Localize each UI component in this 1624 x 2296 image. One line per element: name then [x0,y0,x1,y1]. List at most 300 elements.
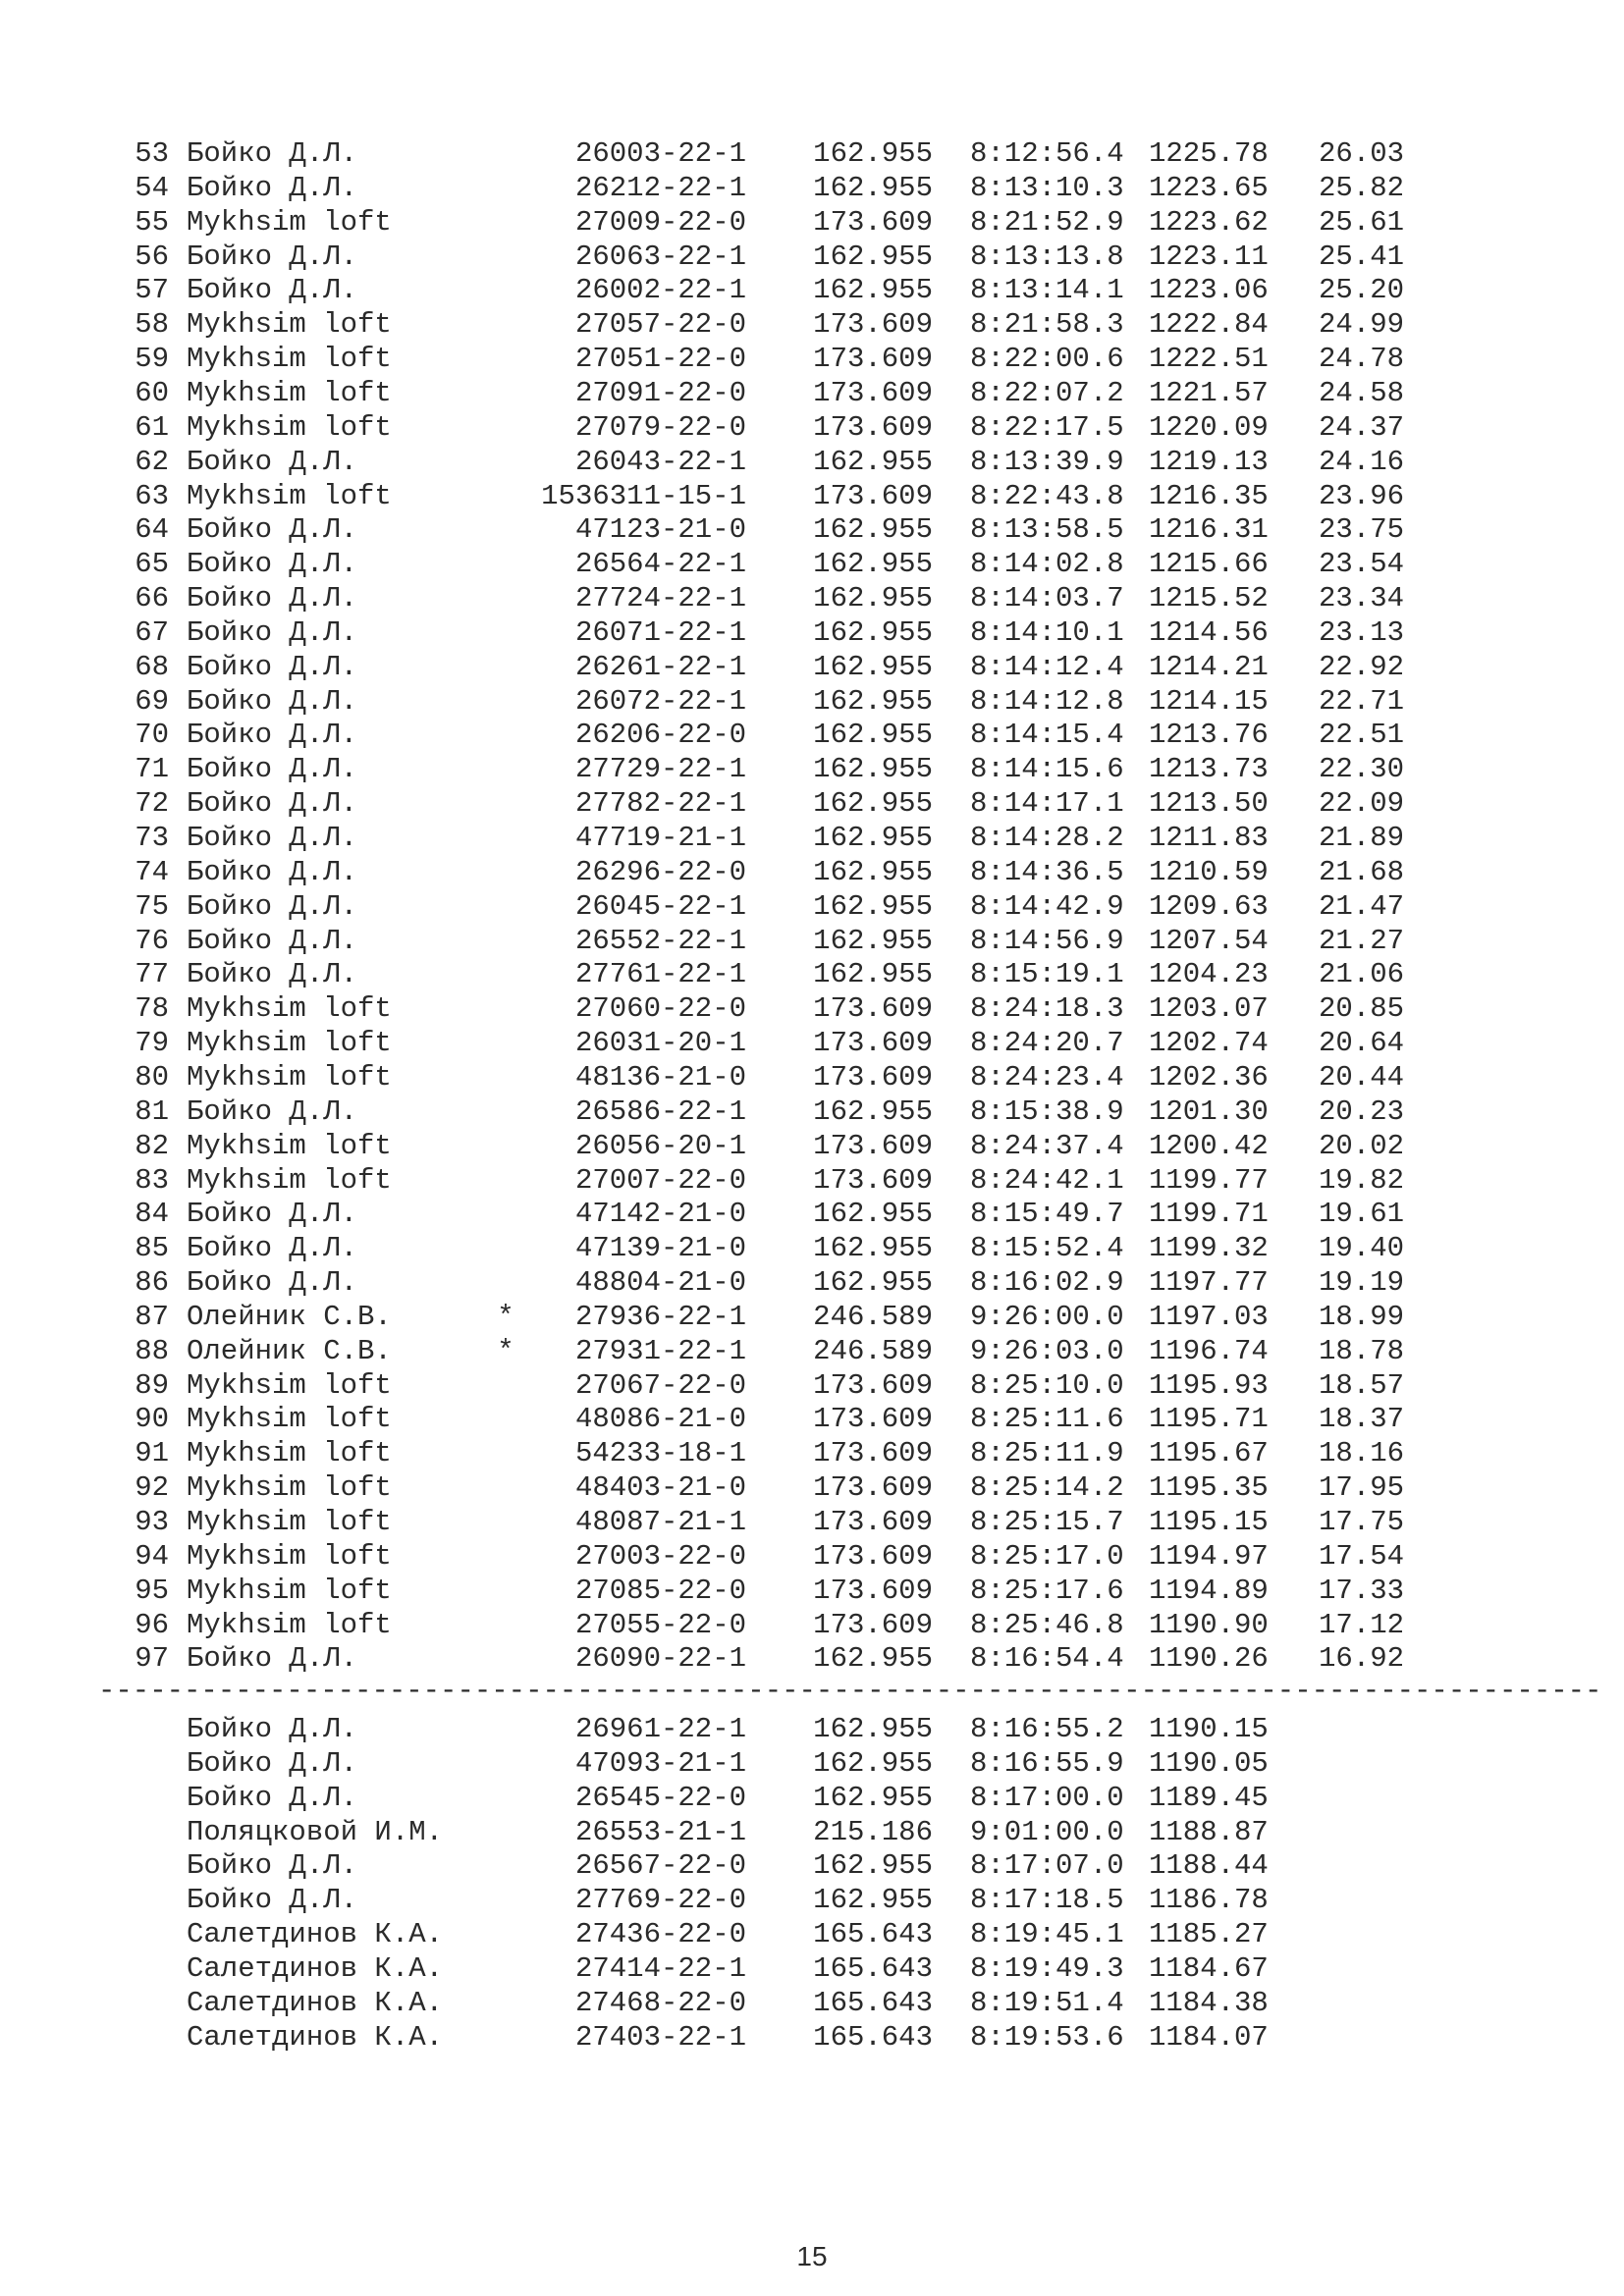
ring-number-cell: 26002-22-1 [574,274,746,307]
distance-cell: 162.955 [813,787,933,821]
ring-number-cell: 27003-22-0 [574,1539,746,1573]
speed-cell: 1194.89 [1149,1574,1269,1607]
speed-cell: 1196.74 [1149,1334,1269,1367]
points-cell: 19.40 [1318,1232,1404,1265]
distance-cell: 162.955 [813,274,933,307]
section-divider: ---------------------------------------------------------------------------------------- [98,1675,1602,1707]
ring-number-cell: 27085-22-0 [574,1574,746,1607]
rank-cell: 96 [135,1608,169,1641]
speed-cell: 1195.67 [1149,1437,1269,1470]
speed-cell: 1213.76 [1149,719,1269,752]
asterisk-mark: * [497,1334,514,1367]
speed-cell: 1207.54 [1149,924,1269,957]
points-cell: 22.09 [1318,787,1404,821]
fancier-name-cell: Бойко Д.Л. [187,1746,358,1780]
points-cell: 16.92 [1318,1642,1404,1676]
arrival-time-cell: 8:25:15.7 [970,1506,1124,1538]
rank-cell: 67 [135,615,169,649]
ring-number-cell: 26056-20-1 [574,1129,746,1162]
fancier-name-cell: Mykhsim loft [187,1027,392,1060]
arrival-time-cell: 8:25:11.6 [970,1403,1124,1436]
ring-number-cell: 26296-22-0 [574,855,746,888]
speed-cell: 1223.06 [1149,274,1269,307]
distance-cell: 162.955 [813,719,933,752]
distance-cell: 173.609 [813,410,933,444]
points-cell: 22.51 [1318,719,1404,752]
rank-cell: 78 [135,992,169,1026]
distance-cell: 165.643 [813,1951,933,1985]
arrival-time-cell: 8:13:13.8 [970,240,1124,273]
rank-cell: 87 [135,1300,169,1333]
ring-number-cell: 47142-21-0 [574,1198,746,1231]
arrival-time-cell: 8:22:43.8 [970,479,1124,512]
speed-cell: 1216.31 [1149,513,1269,547]
distance-cell: 162.955 [813,1095,933,1128]
rank-cell: 68 [135,650,169,683]
points-cell: 21.47 [1318,889,1404,923]
ring-number-cell: 47123-21-0 [574,513,746,547]
rank-cell: 92 [135,1471,169,1505]
speed-cell: 1195.35 [1149,1471,1269,1505]
distance-cell: 162.955 [813,513,933,547]
fancier-name-cell: Салетдинов К.А. [187,1951,444,1985]
arrival-time-cell: 8:17:18.5 [970,1884,1124,1917]
rank-cell: 80 [135,1060,169,1094]
fancier-name-cell: Бойко Д.Л. [187,615,358,649]
distance-cell: 162.955 [813,889,933,923]
speed-cell: 1225.78 [1149,137,1269,170]
rank-cell: 94 [135,1539,169,1573]
speed-cell: 1184.38 [1149,1986,1269,2019]
points-cell: 17.33 [1318,1574,1404,1607]
fancier-name-cell: Бойко Д.Л. [187,958,358,991]
distance-cell: 173.609 [813,1437,933,1470]
ring-number-cell: 26553-21-1 [574,1815,746,1848]
fancier-name-cell: Салетдинов К.А. [187,1918,444,1951]
rank-cell: 88 [135,1334,169,1367]
distance-cell: 215.186 [813,1815,933,1848]
arrival-time-cell: 8:15:49.7 [970,1198,1124,1231]
rank-cell: 95 [135,1574,169,1607]
rank-cell: 64 [135,513,169,547]
speed-cell: 1190.15 [1149,1713,1269,1745]
fancier-name-cell: Mykhsim loft [187,410,392,444]
points-cell: 17.95 [1318,1471,1404,1505]
ring-number-cell: 27729-22-1 [574,753,746,786]
ring-number-cell: 48804-21-0 [574,1266,746,1300]
distance-cell: 173.609 [813,343,933,376]
ring-number-cell: 27468-22-0 [574,1986,746,2019]
distance-cell: 173.609 [813,1471,933,1505]
fancier-name-cell: Бойко Д.Л. [187,1849,358,1883]
rank-cell: 75 [135,889,169,923]
arrival-time-cell: 8:14:12.8 [970,684,1124,718]
ring-number-cell: 26552-22-1 [574,924,746,957]
points-cell: 22.92 [1318,650,1404,683]
ring-number-cell: 48403-21-0 [574,1471,746,1505]
fancier-name-cell: Бойко Д.Л. [187,171,358,204]
points-cell: 25.61 [1318,205,1404,239]
ring-number-cell: 54233-18-1 [574,1437,746,1470]
ring-number-cell: 26206-22-0 [574,719,746,752]
points-cell: 20.64 [1318,1027,1404,1060]
speed-cell: 1214.56 [1149,615,1269,649]
ring-number-cell: 26090-22-1 [574,1642,746,1676]
speed-cell: 1215.66 [1149,548,1269,581]
rank-cell: 97 [135,1642,169,1676]
points-cell: 21.89 [1318,822,1404,854]
fancier-name-cell: Бойко Д.Л. [187,137,358,170]
fancier-name-cell: Бойко Д.Л. [187,1095,358,1128]
fancier-name-cell: Бойко Д.Л. [187,1781,358,1814]
distance-cell: 173.609 [813,308,933,342]
speed-cell: 1219.13 [1149,445,1269,478]
fancier-name-cell: Mykhsim loft [187,205,392,239]
fancier-name-cell: Mykhsim loft [187,1471,392,1505]
fancier-name-cell: Олейник С.В. [187,1300,392,1333]
fancier-name-cell: Mykhsim loft [187,376,392,409]
distance-cell: 162.955 [813,822,933,854]
fancier-name-cell: Бойко Д.Л. [187,1884,358,1917]
points-cell: 21.27 [1318,924,1404,957]
speed-cell: 1204.23 [1149,958,1269,991]
ring-number-cell: 47719-21-1 [574,822,746,854]
fancier-name-cell: Mykhsim loft [187,1574,392,1607]
arrival-time-cell: 8:24:18.3 [970,992,1124,1026]
ring-number-cell: 27724-22-1 [574,582,746,615]
speed-cell: 1197.77 [1149,1266,1269,1300]
rank-cell: 83 [135,1163,169,1197]
points-cell: 19.61 [1318,1198,1404,1231]
arrival-time-cell: 8:25:17.6 [970,1574,1124,1607]
rank-cell: 73 [135,822,169,854]
rank-cell: 61 [135,410,169,444]
rank-cell: 91 [135,1437,169,1470]
points-cell: 19.82 [1318,1163,1404,1197]
arrival-time-cell: 8:24:20.7 [970,1027,1124,1060]
speed-cell: 1194.97 [1149,1539,1269,1573]
speed-cell: 1185.27 [1149,1918,1269,1951]
arrival-time-cell: 8:14:10.1 [970,615,1124,649]
arrival-time-cell: 8:21:58.3 [970,308,1124,342]
points-cell: 21.68 [1318,855,1404,888]
distance-cell: 162.955 [813,240,933,273]
rank-cell: 76 [135,924,169,957]
speed-cell: 1213.73 [1149,753,1269,786]
speed-cell: 1200.42 [1149,1129,1269,1162]
points-cell: 20.44 [1318,1060,1404,1094]
speed-cell: 1199.71 [1149,1198,1269,1231]
ring-number-cell: 27091-22-0 [574,376,746,409]
rank-cell: 90 [135,1403,169,1436]
speed-cell: 1190.26 [1149,1642,1269,1676]
arrival-time-cell: 8:14:17.1 [970,787,1124,821]
distance-cell: 173.609 [813,1163,933,1197]
points-cell: 21.06 [1318,958,1404,991]
points-cell: 23.54 [1318,548,1404,581]
speed-cell: 1189.45 [1149,1781,1269,1814]
points-cell: 22.71 [1318,684,1404,718]
ring-number-cell: 26043-22-1 [574,445,746,478]
arrival-time-cell: 8:13:14.1 [970,274,1124,307]
rank-cell: 56 [135,240,169,273]
rank-cell: 84 [135,1198,169,1231]
speed-cell: 1195.93 [1149,1368,1269,1402]
distance-cell: 173.609 [813,1368,933,1402]
ring-number-cell: 26567-22-0 [574,1849,746,1883]
ring-number-cell: 27007-22-0 [574,1163,746,1197]
speed-cell: 1223.65 [1149,171,1269,204]
fancier-name-cell: Салетдинов К.А. [187,2020,444,2054]
distance-cell: 162.955 [813,171,933,204]
rank-cell: 82 [135,1129,169,1162]
arrival-time-cell: 8:21:52.9 [970,205,1124,239]
distance-cell: 162.955 [813,753,933,786]
speed-cell: 1213.50 [1149,787,1269,821]
fancier-name-cell: Бойко Д.Л. [187,855,358,888]
rank-cell: 71 [135,753,169,786]
distance-cell: 162.955 [813,548,933,581]
fancier-name-cell: Бойко Д.Л. [187,889,358,923]
fancier-name-cell: Бойко Д.Л. [187,787,358,821]
speed-cell: 1202.36 [1149,1060,1269,1094]
arrival-time-cell: 9:26:03.0 [970,1334,1124,1367]
distance-cell: 165.643 [813,2020,933,2054]
distance-cell: 162.955 [813,924,933,957]
arrival-time-cell: 8:13:58.5 [970,513,1124,547]
rank-cell: 65 [135,548,169,581]
fancier-name-cell: Mykhsim loft [187,343,392,376]
distance-cell: 162.955 [813,615,933,649]
speed-cell: 1214.21 [1149,650,1269,683]
fancier-name-cell: Бойко Д.Л. [187,582,358,615]
arrival-time-cell: 9:26:00.0 [970,1300,1124,1333]
distance-cell: 162.955 [813,1232,933,1265]
fancier-name-cell: Mykhsim loft [187,1608,392,1641]
distance-cell: 162.955 [813,855,933,888]
ring-number-cell: 26071-22-1 [574,615,746,649]
ring-number-cell: 1536311-15-1 [541,479,746,512]
points-cell: 17.75 [1318,1506,1404,1538]
points-cell: 19.19 [1318,1266,1404,1300]
speed-cell: 1210.59 [1149,855,1269,888]
fancier-name-cell: Бойко Д.Л. [187,1232,358,1265]
points-cell: 20.23 [1318,1095,1404,1128]
arrival-time-cell: 8:25:17.0 [970,1539,1124,1573]
arrival-time-cell: 8:15:52.4 [970,1232,1124,1265]
arrival-time-cell: 8:22:17.5 [970,410,1124,444]
ring-number-cell: 26261-22-1 [574,650,746,683]
fancier-name-cell: Поляцковой И.М. [187,1815,444,1848]
ring-number-cell: 27436-22-0 [574,1918,746,1951]
arrival-time-cell: 8:14:15.4 [970,719,1124,752]
distance-cell: 162.955 [813,684,933,718]
fancier-name-cell: Бойко Д.Л. [187,822,358,854]
arrival-time-cell: 8:24:42.1 [970,1163,1124,1197]
distance-cell: 162.955 [813,1642,933,1676]
ring-number-cell: 47139-21-0 [574,1232,746,1265]
points-cell: 23.96 [1318,479,1404,512]
speed-cell: 1201.30 [1149,1095,1269,1128]
fancier-name-cell: Mykhsim loft [187,1060,392,1094]
speed-cell: 1199.32 [1149,1232,1269,1265]
points-cell: 18.99 [1318,1300,1404,1333]
fancier-name-cell: Бойко Д.Л. [187,445,358,478]
distance-cell: 173.609 [813,992,933,1026]
ring-number-cell: 27936-22-1 [574,1300,746,1333]
arrival-time-cell: 8:22:07.2 [970,376,1124,409]
points-cell: 25.20 [1318,274,1404,307]
speed-cell: 1184.07 [1149,2020,1269,2054]
distance-cell: 246.589 [813,1334,933,1367]
speed-cell: 1220.09 [1149,410,1269,444]
arrival-time-cell: 8:13:39.9 [970,445,1124,478]
speed-cell: 1223.11 [1149,240,1269,273]
ring-number-cell: 27067-22-0 [574,1368,746,1402]
speed-cell: 1221.57 [1149,376,1269,409]
fancier-name-cell: Бойко Д.Л. [187,548,358,581]
fancier-name-cell: Бойко Д.Л. [187,1713,358,1745]
ring-number-cell: 27782-22-1 [574,787,746,821]
fancier-name-cell: Бойко Д.Л. [187,719,358,752]
rank-cell: 86 [135,1266,169,1300]
arrival-time-cell: 8:19:51.4 [970,1986,1124,2019]
speed-cell: 1190.90 [1149,1608,1269,1641]
ring-number-cell: 48136-21-0 [574,1060,746,1094]
speed-cell: 1186.78 [1149,1884,1269,1917]
distance-cell: 162.955 [813,650,933,683]
points-cell: 18.16 [1318,1437,1404,1470]
ring-number-cell: 27403-22-1 [574,2020,746,2054]
ring-number-cell: 26586-22-1 [574,1095,746,1128]
arrival-time-cell: 8:13:10.3 [970,171,1124,204]
fancier-name-cell: Mykhsim loft [187,1539,392,1573]
arrival-time-cell: 8:22:00.6 [970,343,1124,376]
arrival-time-cell: 8:25:14.2 [970,1471,1124,1505]
ring-number-cell: 26072-22-1 [574,684,746,718]
ring-number-cell: 47093-21-1 [574,1746,746,1780]
distance-cell: 173.609 [813,1060,933,1094]
distance-cell: 165.643 [813,1986,933,2019]
points-cell: 17.54 [1318,1539,1404,1573]
fancier-name-cell: Mykhsim loft [187,308,392,342]
arrival-time-cell: 8:14:15.6 [970,753,1124,786]
fancier-name-cell: Салетдинов К.А. [187,1986,444,2019]
ring-number-cell: 27769-22-0 [574,1884,746,1917]
distance-cell: 162.955 [813,1266,933,1300]
fancier-name-cell: Бойко Д.Л. [187,924,358,957]
arrival-time-cell: 8:19:53.6 [970,2020,1124,2054]
distance-cell: 173.609 [813,205,933,239]
asterisk-mark: * [497,1300,514,1333]
rank-cell: 62 [135,445,169,478]
ring-number-cell: 27761-22-1 [574,958,746,991]
arrival-time-cell: 8:25:10.0 [970,1368,1124,1402]
ring-number-cell: 26961-22-1 [574,1713,746,1745]
points-cell: 24.78 [1318,343,1404,376]
rank-cell: 74 [135,855,169,888]
distance-cell: 246.589 [813,1300,933,1333]
ring-number-cell: 27931-22-1 [574,1334,746,1367]
speed-cell: 1211.83 [1149,822,1269,854]
points-cell: 22.30 [1318,753,1404,786]
arrival-time-cell: 8:14:12.4 [970,650,1124,683]
speed-cell: 1197.03 [1149,1300,1269,1333]
speed-cell: 1222.84 [1149,308,1269,342]
rank-cell: 55 [135,205,169,239]
rank-cell: 77 [135,958,169,991]
speed-cell: 1202.74 [1149,1027,1269,1060]
speed-cell: 1214.15 [1149,684,1269,718]
arrival-time-cell: 8:19:49.3 [970,1951,1124,1985]
ring-number-cell: 27414-22-1 [574,1951,746,1985]
points-cell: 25.82 [1318,171,1404,204]
arrival-time-cell: 8:17:07.0 [970,1849,1124,1883]
speed-cell: 1216.35 [1149,479,1269,512]
fancier-name-cell: Бойко Д.Л. [187,513,358,547]
points-cell: 24.16 [1318,445,1404,478]
rank-cell: 58 [135,308,169,342]
ring-number-cell: 48086-21-0 [574,1403,746,1436]
points-cell: 17.12 [1318,1608,1404,1641]
fancier-name-cell: Бойко Д.Л. [187,753,358,786]
arrival-time-cell: 8:17:00.0 [970,1781,1124,1814]
points-cell: 23.34 [1318,582,1404,615]
points-cell: 20.02 [1318,1129,1404,1162]
distance-cell: 162.955 [813,1198,933,1231]
arrival-time-cell: 8:15:38.9 [970,1095,1124,1128]
speed-cell: 1203.07 [1149,992,1269,1026]
points-cell: 26.03 [1318,137,1404,170]
points-cell: 18.57 [1318,1368,1404,1402]
rank-cell: 89 [135,1368,169,1402]
rank-cell: 54 [135,171,169,204]
ring-number-cell: 27057-22-0 [574,308,746,342]
fancier-name-cell: Mykhsim loft [187,1437,392,1470]
speed-cell: 1188.87 [1149,1815,1269,1848]
distance-cell: 162.955 [813,1746,933,1780]
distance-cell: 162.955 [813,1849,933,1883]
fancier-name-cell: Mykhsim loft [187,1403,392,1436]
ring-number-cell: 27079-22-0 [574,410,746,444]
distance-cell: 173.609 [813,1027,933,1060]
ring-number-cell: 26564-22-1 [574,548,746,581]
speed-cell: 1190.05 [1149,1746,1269,1780]
ring-number-cell: 27051-22-0 [574,343,746,376]
arrival-time-cell: 8:16:55.2 [970,1713,1124,1745]
arrival-time-cell: 8:14:42.9 [970,889,1124,923]
arrival-time-cell: 8:15:19.1 [970,958,1124,991]
ring-number-cell: 48087-21-1 [574,1506,746,1538]
ring-number-cell: 27055-22-0 [574,1608,746,1641]
distance-cell: 173.609 [813,376,933,409]
points-cell: 18.78 [1318,1334,1404,1367]
distance-cell: 173.609 [813,1506,933,1538]
distance-cell: 162.955 [813,445,933,478]
rank-cell: 53 [135,137,169,170]
speed-cell: 1195.15 [1149,1506,1269,1538]
arrival-time-cell: 8:16:55.9 [970,1746,1124,1780]
speed-cell: 1199.77 [1149,1163,1269,1197]
points-cell: 24.37 [1318,410,1404,444]
distance-cell: 173.609 [813,1403,933,1436]
arrival-time-cell: 8:25:46.8 [970,1608,1124,1641]
fancier-name-cell: Mykhsim loft [187,1163,392,1197]
fancier-name-cell: Бойко Д.Л. [187,240,358,273]
distance-cell: 173.609 [813,1608,933,1641]
speed-cell: 1222.51 [1149,343,1269,376]
speed-cell: 1195.71 [1149,1403,1269,1436]
